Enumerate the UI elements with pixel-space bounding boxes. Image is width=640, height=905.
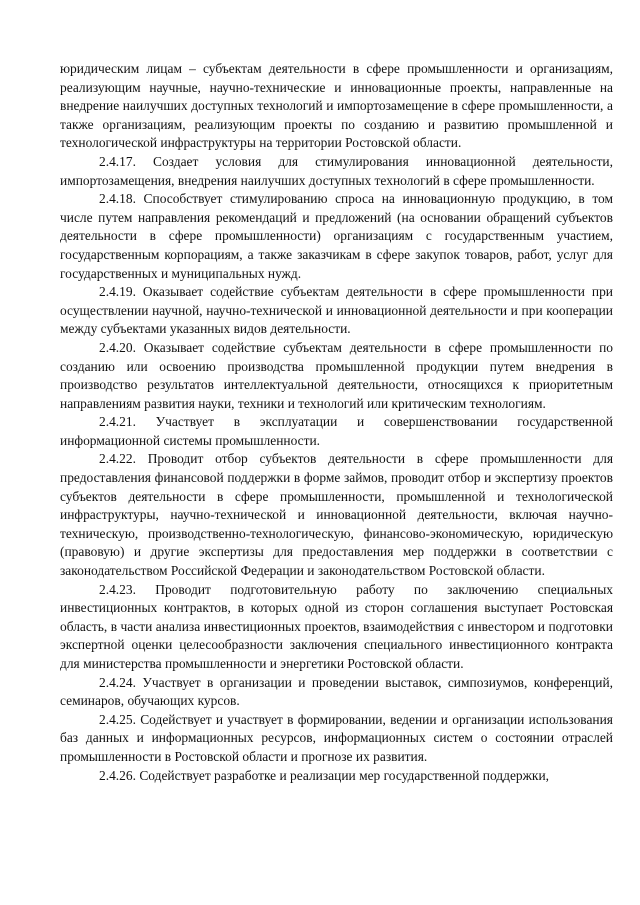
paragraph-2-4-24: 2.4.24. Участвует в организации и проведении выставок, симпозиумов, конференций, семинаров, обучающих курсов. [60, 674, 613, 709]
paragraph-2-4-17: 2.4.17. Создает условия для стимулирования инновационной деятельности, импортозамещения, внедрения наилучших доступных технологий в сфере промышленности. [60, 153, 613, 188]
paragraph-2-4-23: 2.4.23. Проводит подготовительную работу по заключению специальных инвестиционных контрактов, в которых одной из сторон соглашения выступает Ростовская область, в части анализа инвестиционных проектов, взаимодействия с инвестором и подготовки экспертной оценки целесообразности заключения специального инвестиционного контракта для министерства промышленности и энергетики Ростовской области. [60, 581, 613, 671]
paragraph-2-4-19: 2.4.19. Оказывает содействие субъектам деятельности в сфере промышленности при осуществлении научной, научно-технической и инновационной деятельности и при кооперации между субъектами указанных видов деятельности. [60, 284, 613, 337]
paragraph-2-4-25: 2.4.25. Содействует и участвует в формировании, ведении и организации использования баз данных и информационных ресурсов, информационных систем о состоянии отраслей промышленности в Ростовской области и прогнозе их развития. [60, 711, 613, 764]
paragraph-2-4-21: 2.4.21. Участвует в эксплуатации и совершенствовании государственной информационной системы промышленности. [60, 414, 613, 448]
paragraph-2-4-20: 2.4.20. Оказывает содействие субъектам деятельности в сфере промышленности по созданию или освоению производства промышленной продукции путем внедрения в производство результатов интеллектуальной деятельности, относящихся к приоритетным направлениям развития науки, техники и технологий или критическим технологиям. [60, 339, 613, 411]
paragraph-2-4-22: 2.4.22. Проводит отбор субъектов деятельности в сфере промышленности для предоставления финансовой поддержки в форме займов, проводит отбор и экспертизу проектов субъектов деятельности в сфере промышленности, промышленной и технологической инфраструктуры, научно-технической и инновационной деятельности, включая научно-техническую, производственно-технологическую, финансово-экономическую, юридическую (правовую) и другие экспертизы для предоставления мер поддержки в соответствии с законодательством Российской Федерации и законодательством Ростовской области. [60, 451, 613, 579]
paragraph-continuation: юридическим лицам – субъектам деятельности в сфере промышленности и организациям, реализующим научные, научно-технические и инновационные проекты, направленные на внедрение наилучших доступных технологий и импортозамещение в сфере промышленности, а также организациям, реализующим проекты по созданию и развитию промышленной и технологической инфраструктуры на территории Ростовской области. [60, 61, 613, 151]
paragraph-2-4-26: 2.4.26. Содействует разработке и реализации мер государственной поддержки, [99, 767, 549, 783]
paragraph-2-4-18: 2.4.18. Способствует стимулированию спроса на инновационную продукцию, в том числе путем направления рекомендаций и предложений (на основании обращений субъектов деятельности в сфере промышленности) организациям с государственным участием, государственным корпорациям, а также заказчикам в сфере закупок товаров, работ, услуг для государственных и муниципальных нужд. [60, 191, 613, 281]
